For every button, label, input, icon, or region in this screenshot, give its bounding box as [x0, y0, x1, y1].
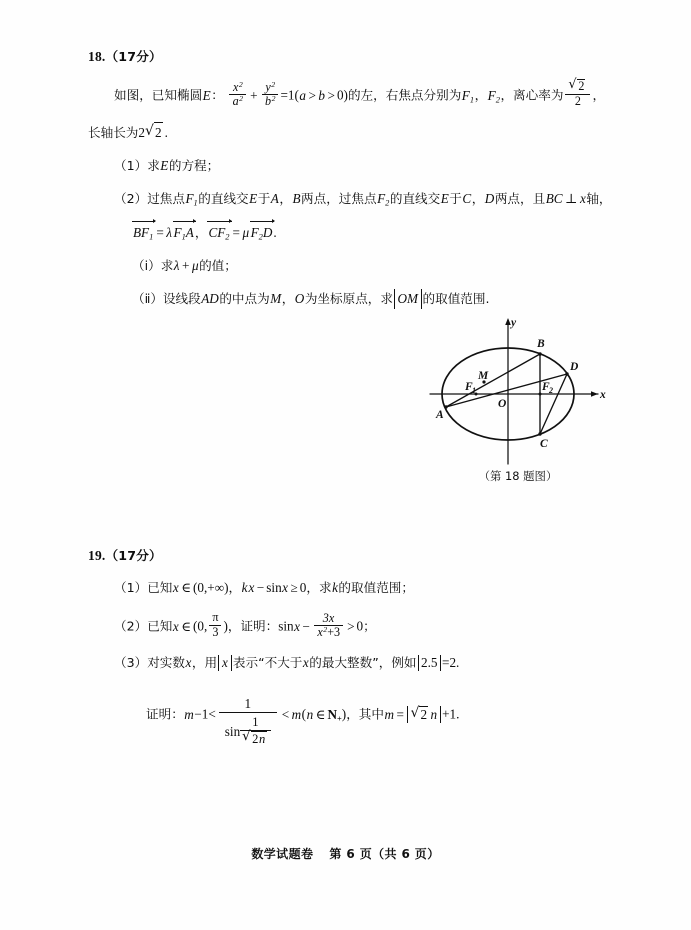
dot-D: [565, 372, 568, 375]
sub-i-label: （ⅰ）: [132, 258, 161, 274]
lambda-symbol: λ: [166, 225, 172, 241]
q19-p2-element-of: ∈: [181, 618, 192, 634]
sqrt-2-in-floor: √ 2: [410, 706, 430, 723]
eccentricity-text: ，离心率为: [500, 87, 564, 103]
q19-p1-minus: −: [256, 580, 265, 595]
question-18-vector-equations: [88, 222, 620, 243]
perpendicular-symbol: ⊥: [565, 191, 578, 207]
stem-colon: ：: [211, 87, 224, 103]
q19-p3-period: .: [456, 654, 460, 670]
proof-m-1: m: [184, 706, 194, 722]
label-point-C: C: [540, 438, 548, 450]
footer-subject: 数学试题卷: [251, 847, 314, 861]
gt-1: >: [308, 87, 316, 103]
q19-p2-sin: sin: [278, 618, 294, 634]
proof-equals: =: [396, 706, 404, 722]
proof-label: 证明：: [146, 706, 184, 722]
label-y-axis: y: [511, 317, 517, 329]
question-19-number: 19.: [88, 548, 106, 563]
ellipse-symbol: E: [202, 87, 211, 103]
fraction-3x-over-x2-plus-3: $\frac{3x}{x^2+3}$: [312, 612, 345, 640]
focus-2-symbol: $F_2$: [487, 87, 500, 104]
p2-point-D: D: [484, 191, 495, 207]
part-1-variable: E: [160, 157, 169, 173]
q19-p3-text-3: 的最大整数”，例如: [309, 654, 417, 670]
stem-text-lead: 如图，已知椭圆: [114, 87, 203, 103]
label-point-D: D: [570, 361, 579, 373]
nested-fraction-1-over-sin: 1 sin 1 √ 2n: [216, 696, 280, 745]
q19-part-2-label: （2）: [114, 618, 148, 634]
proof-n-in-floor: n: [430, 706, 438, 722]
q19-p1-tail: 的取值范围；: [338, 580, 414, 595]
figure-labels: [435, 317, 606, 450]
q19-p1-k: k: [241, 580, 248, 595]
page-footer: [0, 845, 691, 862]
equals-one: =1(: [280, 87, 299, 103]
q19-p3-text-1: 对实数: [147, 654, 185, 670]
vec-comma: ，: [194, 225, 208, 241]
fraction-y2-b2: [260, 81, 281, 109]
q19-p3-x-2: x: [302, 654, 309, 670]
mu-symbol: μ: [242, 225, 250, 241]
question-18-sub-ii: [88, 289, 620, 309]
p2-text-2: 的直线交: [198, 191, 249, 207]
p2-E-2: E: [440, 191, 449, 207]
q19-p2-interval-close: ): [223, 618, 228, 634]
sqrt-2-ecc: √ 2: [568, 79, 587, 94]
p2-text-8: 轴，: [586, 191, 612, 207]
q19-p1-kx-x: x: [248, 580, 255, 595]
vector-F1A: $F_1A$: [173, 223, 195, 243]
vector-BF1: $BF_1$: [132, 223, 154, 243]
q19-p2-prove-text: ，证明：: [227, 618, 279, 634]
sub-ii-text-2: 的中点为: [219, 291, 270, 307]
p2-comma-1: ，: [279, 191, 292, 207]
p2-text-6: 于: [449, 191, 462, 207]
inner-fraction-1-over-sqrt2n: 1 √ 2n: [240, 715, 271, 745]
proof-less-than: <: [281, 706, 290, 722]
footer-pagination: 第 6 页（共 6 页）: [329, 847, 440, 861]
q19-p2-x: x: [172, 618, 179, 634]
p2-segment-BC: BC: [545, 191, 563, 207]
question-18-stem-line-2: [88, 122, 620, 143]
stem-foci-text: 的左，右焦点分别为: [347, 87, 462, 103]
proof-period: .: [456, 706, 460, 722]
q19-p3-comma-1: ，用: [191, 654, 218, 670]
question-19-part-2: [88, 611, 620, 640]
sub-i-plus: +: [182, 258, 190, 274]
question-18-block: [88, 46, 620, 322]
q19-p1-sin: sin: [266, 580, 282, 595]
fraction-sqrt2-over-2: √ $\frac{2}{2}$: [563, 79, 592, 108]
label-focus-2-sub: 2: [549, 386, 553, 395]
p2-text-4: 两点，过焦点: [301, 191, 377, 207]
segment-AD: AD: [201, 291, 219, 307]
q19-p3-equals-2: =2: [442, 654, 457, 670]
question-18-stem-line-1: [88, 79, 620, 109]
p2-point-A: A: [270, 191, 279, 207]
q19-p1-interval: (0,+∞): [193, 580, 229, 595]
proof-element-of: ∈: [315, 706, 326, 722]
vec-equals-1: =: [156, 225, 164, 241]
question-18-points: （17分）: [105, 49, 162, 64]
frac-x-num-exp: 2: [238, 79, 243, 89]
p2-point-B: B: [292, 191, 301, 207]
sub-ii-text-3: 为坐标原点，求: [304, 291, 393, 307]
p2-text-5: 的直线交: [389, 191, 441, 207]
focus-1-symbol: $F_1$: [461, 87, 475, 104]
proof-m-3: m: [384, 706, 394, 722]
plus-operator: +: [250, 87, 258, 103]
origin-O: O: [294, 291, 305, 307]
question-18-heading: [88, 46, 620, 65]
y-axis-arrow: [505, 318, 511, 325]
q19-p1-zero: 0: [299, 580, 307, 595]
q19-p2-zero: 0: [356, 618, 364, 634]
dot-B: [538, 352, 541, 355]
question-18-sub-i: [88, 256, 620, 276]
q19-p1-k-2: k: [332, 580, 338, 595]
sub-ii-comma: ，: [281, 291, 295, 307]
q19-p1-text-1: 已知: [147, 580, 173, 595]
q19-p1-sin-arg: x: [282, 580, 289, 595]
label-point-A: A: [436, 409, 444, 421]
part-1-tail: 的方程；: [168, 157, 220, 173]
label-point-M: M: [478, 370, 489, 382]
sub-ii-label: （ⅱ）: [132, 291, 163, 307]
label-focus-2: F: [542, 381, 550, 393]
question-18-part-1: [88, 156, 620, 176]
proof-paren-open: (: [301, 706, 307, 722]
p2-point-C: C: [462, 191, 472, 207]
vector-F2D: $F_2D$: [250, 223, 274, 243]
question-19-points: （17分）: [105, 548, 162, 563]
x-axis-arrow: [591, 391, 598, 397]
q19-p3-text-2: 表示“不大于: [232, 654, 303, 670]
q19-part-1-label: （1）: [114, 580, 148, 595]
question-19-heading: [88, 545, 620, 564]
q19-p2-minus: −: [302, 618, 310, 634]
q19-p1-x: x: [172, 580, 179, 595]
label-focus-1: F: [465, 381, 473, 393]
p2-text-7: 两点，且: [494, 191, 546, 207]
sqrt-2-axis: √ 2: [145, 122, 165, 143]
part-1-verb: 求: [147, 157, 160, 173]
cond-b: b: [318, 87, 326, 103]
frac-b-den-exp: 2: [271, 94, 276, 104]
q19-part-3-label: （3）: [114, 654, 148, 670]
label-x-axis: x: [600, 389, 606, 401]
q19-p2-sin-arg: x: [294, 618, 300, 634]
vec-period: .: [273, 225, 277, 241]
question-19-proof-line: [88, 691, 620, 746]
label-point-B: B: [537, 338, 545, 350]
proof-sin: sin: [224, 724, 241, 740]
p2-text-1: 过焦点: [147, 191, 185, 207]
frac-y-num: y: [265, 79, 271, 94]
proof-paren-close: ): [341, 706, 347, 722]
sub-ii-text-4: 的取值范围.: [422, 291, 490, 307]
sub-i-lambda: λ: [173, 258, 180, 274]
stem-period: .: [164, 124, 168, 140]
cond-zero: 0): [336, 87, 348, 103]
frac-b-den: b: [265, 94, 272, 109]
q19-p2-text-1: 已知: [147, 618, 173, 634]
frac-a-den-exp: 2: [239, 94, 244, 104]
vec-equals-2: =: [232, 225, 240, 241]
question-19-block: [88, 545, 620, 753]
label-origin: O: [498, 398, 507, 410]
p2-E-1: E: [249, 191, 258, 207]
frac-a-den: a: [232, 94, 239, 109]
figure-caption: （第 18 题图）: [478, 469, 558, 483]
question-18-number: 18.: [88, 49, 106, 64]
question-18-part-2: [88, 189, 620, 209]
q19-p3-x: x: [185, 654, 192, 670]
dot-C: [538, 432, 541, 435]
p2-comma-2: ，: [471, 191, 485, 207]
q19-p1-ge: ≥: [290, 580, 298, 595]
p2-x-axis-var: x: [579, 191, 586, 207]
q19-p1-comma-2: ，求: [306, 580, 332, 595]
p2-focus-2: $F_2$: [377, 191, 390, 208]
frac-x-num: x: [232, 79, 239, 94]
proof-n: n: [306, 706, 314, 722]
comma-foci: ，: [474, 87, 488, 103]
axis-coefficient: 2: [138, 124, 145, 140]
floor-bracket-sqrt2n: [407, 706, 441, 723]
sub-i-verb: 求: [160, 258, 174, 274]
cond-a: a: [299, 87, 306, 103]
sqrt-2n: √ 2n: [242, 731, 269, 746]
q19-p1-comma-1: ，: [228, 580, 242, 595]
proof-m-2: m: [291, 706, 302, 722]
question-19-part-3: [88, 653, 620, 673]
frac-y-num-exp: 2: [271, 79, 276, 89]
sub-i-tail: 的值；: [199, 258, 237, 274]
vector-CF2: $CF_2$: [207, 223, 230, 243]
p2-text-3: 于: [257, 191, 271, 207]
q19-p2-semicolon: ；: [363, 618, 376, 634]
q19-p2-gt: >: [347, 618, 355, 634]
abs-OM: OM: [394, 289, 422, 309]
question-19-part-1: [88, 578, 620, 598]
p2-focus-1: $F_1$: [185, 191, 198, 208]
part-2-label: （2）: [114, 191, 148, 207]
part-1-label: （1）: [114, 157, 148, 173]
natural-numbers-symbol: $N_+$: [327, 706, 342, 724]
floor-bracket-x: x: [218, 655, 232, 671]
ecc-trailing-comma: ，: [592, 87, 606, 103]
sub-i-mu: μ: [191, 258, 199, 274]
proof-m-minus-1: −1<: [194, 706, 216, 722]
major-axis-text: 长轴长为: [88, 124, 139, 140]
proof-plus-1: +1: [442, 706, 457, 722]
fraction-x2-a2: [227, 81, 248, 109]
label-focus-1-sub: 1: [472, 386, 476, 395]
midpoint-M: M: [270, 291, 282, 307]
q19-p2-interval-open: (0,: [193, 618, 208, 634]
q19-p1-element-of: ∈: [181, 580, 192, 595]
floor-bracket-example: 2.5: [418, 655, 441, 671]
sub-ii-text-1: 设线段: [162, 291, 201, 307]
dot-A: [444, 405, 447, 408]
proof-where-text: ，其中: [346, 706, 384, 722]
gt-2: >: [327, 87, 335, 103]
fraction-pi-over-3: $\frac{\pi}{3}$: [207, 611, 223, 639]
